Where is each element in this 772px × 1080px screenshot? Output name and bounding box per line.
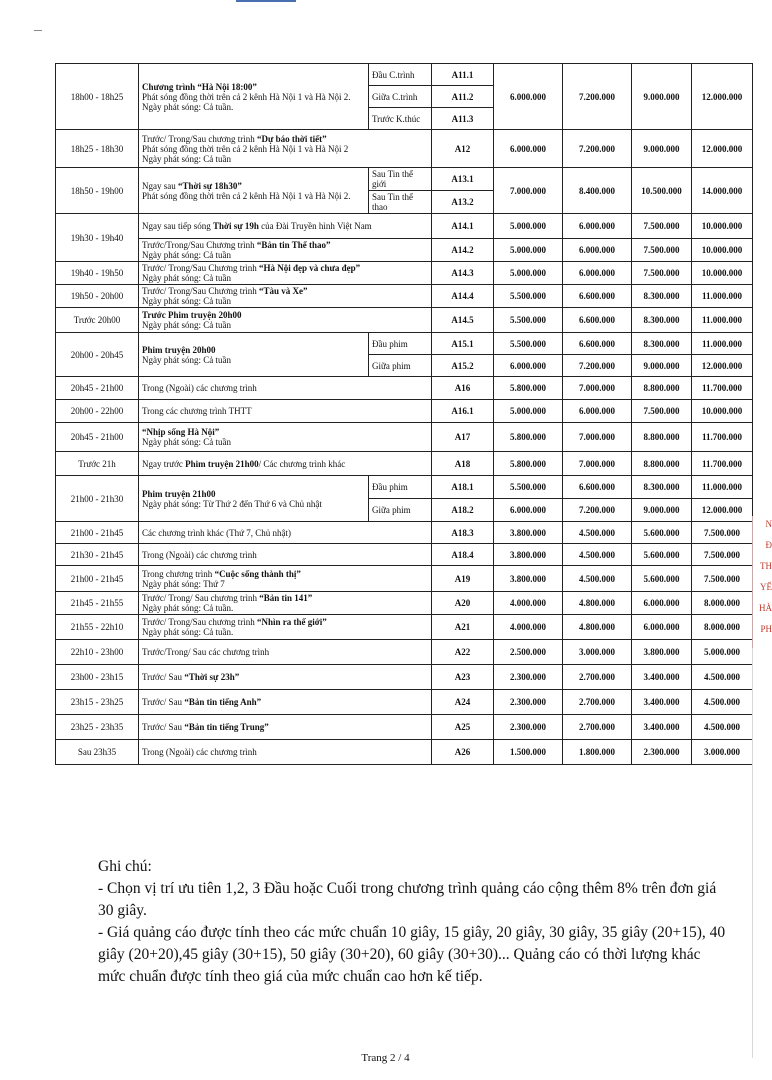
table-row bbox=[56, 476, 753, 499]
price-cell: 4.500.000 bbox=[692, 715, 753, 740]
table-row bbox=[56, 452, 753, 476]
price-cell: 11.000.000 bbox=[692, 476, 753, 499]
price-cell: 5.800.000 bbox=[494, 452, 563, 476]
program-name: Thời sự 19h bbox=[213, 221, 259, 231]
note-line-2: - Giá quảng cáo được tính theo các mức chuẩn 10 giây, 15 giây, 20 giây, 30 giây, 35 giây (20+15), 40 giây (20+20),45 giây (30+15), 50 giây (30+20), 60 giây (30+30)... Quảng cáo có thời lượng khác mức chuẩn được tính theo giá của mức chuẩn cao hơn kế tiếp. bbox=[98, 924, 726, 985]
price-cell: 5.000.000 bbox=[494, 400, 563, 423]
price-cell: 7.000.000 bbox=[494, 168, 563, 214]
program-cell bbox=[139, 566, 432, 592]
price-cell: 7.200.000 bbox=[563, 130, 632, 168]
program-cell bbox=[139, 239, 432, 262]
price-cell: 7.500.000 bbox=[632, 214, 692, 239]
ad-code: A11.2 bbox=[432, 86, 494, 108]
price-cell: 2.300.000 bbox=[494, 665, 563, 690]
price-cell: 2.500.000 bbox=[494, 640, 563, 665]
price-cell: 10.500.000 bbox=[632, 168, 692, 214]
price-cell: 7.200.000 bbox=[563, 499, 632, 522]
stamp-letter: N bbox=[765, 519, 772, 529]
program-line: Phát sóng đồng thời trên cả 2 kênh Hà Nội 1 và Hà Nội 2. bbox=[142, 190, 351, 201]
price-cell: 3.400.000 bbox=[632, 690, 692, 715]
position-cell: Giữa phim bbox=[369, 499, 432, 522]
price-cell: 3.800.000 bbox=[494, 522, 563, 544]
ad-code: A14.4 bbox=[432, 285, 494, 308]
table-row bbox=[56, 400, 753, 423]
price-cell: 12.000.000 bbox=[692, 355, 753, 377]
time-slot: 18h25 - 18h30 bbox=[56, 130, 139, 168]
program-line: Ngày phát sóng: Cả tuần bbox=[142, 153, 231, 164]
time-slot: 21h00 - 21h45 bbox=[56, 566, 139, 592]
program-cell bbox=[139, 715, 432, 740]
price-cell: 5.000.000 bbox=[494, 239, 563, 262]
table-row bbox=[56, 423, 753, 452]
program-line: Trước/ Trong/Sau chương trình “Dự báo thời tiết” bbox=[142, 133, 327, 144]
program-cell bbox=[139, 64, 369, 130]
price-cell: 4.500.000 bbox=[563, 566, 632, 592]
table-row bbox=[56, 640, 753, 665]
price-cell: 4.800.000 bbox=[563, 615, 632, 640]
program-name: “Hà Nội đẹp và chưa đẹp” bbox=[258, 263, 361, 273]
program-cell bbox=[139, 377, 432, 400]
time-slot: 18h50 - 19h00 bbox=[56, 168, 139, 214]
rate-table bbox=[55, 63, 753, 765]
program-name: “Nhìn ra thế giới” bbox=[256, 617, 327, 627]
price-cell: 8.800.000 bbox=[632, 377, 692, 400]
program-line: Phim truyện 20h00 bbox=[142, 344, 216, 355]
time-slot: 21h00 - 21h30 bbox=[56, 476, 139, 522]
program-line: Trước/ Sau “Bản tin tiếng Anh” bbox=[142, 697, 262, 707]
price-cell: 7.500.000 bbox=[692, 566, 753, 592]
price-cell: 11.000.000 bbox=[692, 333, 753, 355]
price-cell: 7.500.000 bbox=[692, 522, 753, 544]
price-cell: 4.500.000 bbox=[692, 665, 753, 690]
program-name: Phim truyện 21h00 bbox=[185, 458, 259, 469]
time-slot: 21h45 - 21h55 bbox=[56, 592, 139, 615]
program-line: Ngày phát sóng: Thứ 7 bbox=[142, 578, 225, 589]
program-line: Phát sóng đồng thời trên cả 2 kênh Hà Nội 1 và Hà Nội 2 bbox=[142, 143, 349, 154]
price-cell: 5.500.000 bbox=[494, 476, 563, 499]
program-cell bbox=[139, 262, 432, 285]
price-cell: 7.000.000 bbox=[563, 377, 632, 400]
table-row bbox=[56, 522, 753, 544]
time-slot: 23h25 - 23h35 bbox=[56, 715, 139, 740]
stamp-letter: Đ bbox=[765, 540, 772, 550]
price-cell: 8.300.000 bbox=[632, 476, 692, 499]
price-cell: 5.000.000 bbox=[494, 214, 563, 239]
ad-code: A26 bbox=[432, 740, 494, 765]
price-cell: 7.500.000 bbox=[692, 544, 753, 566]
price-cell: 7.200.000 bbox=[563, 355, 632, 377]
price-cell: 9.000.000 bbox=[632, 64, 692, 130]
ad-code: A18.3 bbox=[432, 522, 494, 544]
table-row bbox=[56, 64, 753, 86]
program-name: “Cuộc sống thành thị” bbox=[214, 568, 301, 579]
program-line: Ngay sau “Thời sự 18h30” bbox=[142, 180, 242, 191]
price-cell: 5.800.000 bbox=[494, 377, 563, 400]
program-cell bbox=[139, 423, 432, 452]
program-cell bbox=[139, 592, 432, 615]
price-cell: 14.000.000 bbox=[692, 168, 753, 214]
program-line: Trong chương trình “Cuộc sống thành thị” bbox=[142, 568, 301, 579]
program-name: “Bản tin Thể thao” bbox=[256, 240, 331, 250]
program-line: “Nhịp sống Hà Nội” bbox=[142, 427, 220, 437]
table-row bbox=[56, 377, 753, 400]
ad-code: A24 bbox=[432, 690, 494, 715]
program-line: Ngày phát sóng: Cả tuần bbox=[142, 296, 231, 306]
price-cell: 10.000.000 bbox=[692, 239, 753, 262]
price-cell: 8.300.000 bbox=[632, 285, 692, 308]
program-line: Ngày phát sóng: Từ Thứ 2 đến Thứ 6 và Chủ nhật bbox=[142, 498, 322, 509]
position-cell: Giữa phim bbox=[369, 355, 432, 377]
price-cell: 5.600.000 bbox=[632, 522, 692, 544]
stamp-letter: YẾ bbox=[760, 582, 772, 592]
price-cell: 4.500.000 bbox=[692, 690, 753, 715]
ad-code: A25 bbox=[432, 715, 494, 740]
ad-code: A15.1 bbox=[432, 333, 494, 355]
program-line: Chương trình “Hà Nội 18:00” bbox=[142, 81, 257, 92]
time-slot: 20h45 - 21h00 bbox=[56, 423, 139, 452]
top-edge-mark bbox=[236, 0, 296, 2]
position-cell: Giữa C.trình bbox=[369, 86, 432, 108]
program-cell bbox=[139, 285, 432, 308]
price-cell: 2.300.000 bbox=[494, 690, 563, 715]
page-number: Trang 2 / 4 bbox=[361, 1052, 410, 1064]
program-name: “Tàu và Xe” bbox=[258, 286, 308, 296]
time-slot: 20h00 - 20h45 bbox=[56, 333, 139, 377]
price-cell: 6.000.000 bbox=[563, 262, 632, 285]
program-cell bbox=[139, 400, 432, 423]
price-cell: 10.000.000 bbox=[692, 214, 753, 239]
price-cell: 4.500.000 bbox=[563, 544, 632, 566]
ad-code: A13.2 bbox=[432, 191, 494, 214]
price-cell: 11.700.000 bbox=[692, 377, 753, 400]
program-line: Ngày phát sóng: Cả tuần bbox=[142, 354, 231, 365]
program-line: Ngay trước Phim truyện 21h00/ Các chương trình khác bbox=[142, 458, 346, 469]
price-cell: 2.700.000 bbox=[563, 715, 632, 740]
price-cell: 6.000.000 bbox=[494, 499, 563, 522]
stamp-edge bbox=[752, 516, 772, 648]
program-line: Phim truyện 21h00 bbox=[142, 488, 216, 499]
price-cell: 3.800.000 bbox=[632, 640, 692, 665]
program-cell bbox=[139, 640, 432, 665]
price-cell: 11.700.000 bbox=[692, 423, 753, 452]
price-cell: 11.000.000 bbox=[692, 308, 753, 333]
time-slot: 22h10 - 23h00 bbox=[56, 640, 139, 665]
price-cell: 12.000.000 bbox=[692, 64, 753, 130]
price-cell: 5.000.000 bbox=[692, 640, 753, 665]
price-cell: 2.700.000 bbox=[563, 665, 632, 690]
table-row bbox=[56, 285, 753, 308]
program-line: Ngày phát sóng: Cả tuần bbox=[142, 250, 231, 260]
program-name: “Bản tin tiếng Anh” bbox=[184, 697, 262, 707]
table-row bbox=[56, 262, 753, 285]
price-cell: 4.500.000 bbox=[563, 522, 632, 544]
price-cell: 6.600.000 bbox=[563, 308, 632, 333]
price-cell: 10.000.000 bbox=[692, 400, 753, 423]
price-cell: 1.500.000 bbox=[494, 740, 563, 765]
price-cell: 12.000.000 bbox=[692, 499, 753, 522]
table-row bbox=[56, 130, 753, 168]
program-line: Trước/ Trong/Sau Chương trình “Hà Nội đẹp và chưa đẹp” bbox=[142, 263, 361, 273]
position-cell: Đầu phim bbox=[369, 476, 432, 499]
ad-code: A18 bbox=[432, 452, 494, 476]
program-name: “Bản tin 141” bbox=[259, 593, 313, 603]
corner-mark bbox=[34, 30, 42, 31]
price-cell: 9.000.000 bbox=[632, 130, 692, 168]
time-slot: 20h00 - 22h00 bbox=[56, 400, 139, 423]
price-cell: 8.000.000 bbox=[692, 615, 753, 640]
ad-code: A19 bbox=[432, 566, 494, 592]
program-line: Trước/ Sau “Bản tin tiếng Trung” bbox=[142, 722, 269, 732]
price-cell: 5.500.000 bbox=[494, 285, 563, 308]
program-cell bbox=[139, 690, 432, 715]
ad-code: A15.2 bbox=[432, 355, 494, 377]
time-slot: 21h55 - 22h10 bbox=[56, 615, 139, 640]
table-row bbox=[56, 592, 753, 615]
price-cell: 6.600.000 bbox=[563, 476, 632, 499]
ad-code: A18.2 bbox=[432, 499, 494, 522]
edge-line bbox=[752, 648, 753, 1058]
time-slot: Trước 21h bbox=[56, 452, 139, 476]
time-slot: 19h50 - 20h00 bbox=[56, 285, 139, 308]
ad-code: A11.3 bbox=[432, 108, 494, 130]
price-cell: 6.000.000 bbox=[563, 214, 632, 239]
program-line: Trước/ Sau “Thời sự 23h” bbox=[142, 672, 240, 682]
program-line: Phát sóng đồng thời trên cả 2 kênh Hà Nội 1 và Hà Nội 2. bbox=[142, 91, 351, 102]
program-cell bbox=[139, 740, 432, 765]
price-cell: 1.800.000 bbox=[563, 740, 632, 765]
table-row bbox=[56, 168, 753, 191]
program-line: Ngày phát sóng: Cả tuần. bbox=[142, 627, 234, 637]
program-name: “Bản tin tiếng Trung” bbox=[184, 722, 269, 732]
position-cell: Sau Tin thể giới bbox=[369, 168, 432, 191]
price-cell: 8.300.000 bbox=[632, 333, 692, 355]
table-row bbox=[56, 665, 753, 690]
price-cell: 5.800.000 bbox=[494, 423, 563, 452]
price-cell: 8.000.000 bbox=[692, 592, 753, 615]
time-slot: Trước 20h00 bbox=[56, 308, 139, 333]
ad-code: A18.1 bbox=[432, 476, 494, 499]
time-slot: 19h40 - 19h50 bbox=[56, 262, 139, 285]
program-cell bbox=[139, 665, 432, 690]
program-line: Các chương trình khác (Thứ 7, Chủ nhật) bbox=[142, 527, 291, 538]
notes-section bbox=[98, 856, 728, 988]
program-cell bbox=[139, 333, 369, 377]
price-cell: 4.800.000 bbox=[563, 592, 632, 615]
table-row bbox=[56, 566, 753, 592]
program-cell bbox=[139, 308, 432, 333]
price-cell: 2.300.000 bbox=[494, 715, 563, 740]
price-cell: 8.300.000 bbox=[632, 308, 692, 333]
table-row bbox=[56, 239, 753, 262]
price-cell: 7.200.000 bbox=[563, 64, 632, 130]
ad-code: A14.2 bbox=[432, 239, 494, 262]
price-cell: 6.000.000 bbox=[563, 239, 632, 262]
position-cell: Sau Tin thể thao bbox=[369, 191, 432, 214]
program-cell bbox=[139, 168, 369, 214]
program-cell bbox=[139, 130, 432, 168]
program-line: Ngay sau tiếp sóng Thời sự 19h của Đài Truyền hình Việt Nam bbox=[142, 221, 372, 231]
program-cell bbox=[139, 522, 432, 544]
price-cell: 8.800.000 bbox=[632, 452, 692, 476]
program-line: Ngày phát sóng: Cả tuần bbox=[142, 437, 231, 447]
program-line: Trong (Ngoài) các chương trình bbox=[142, 747, 257, 757]
price-cell: 4.000.000 bbox=[494, 615, 563, 640]
ad-code: A22 bbox=[432, 640, 494, 665]
time-slot: Sau 23h35 bbox=[56, 740, 139, 765]
table-row bbox=[56, 690, 753, 715]
price-cell: 9.000.000 bbox=[632, 355, 692, 377]
program-line: Trong (Ngoài) các chương trình bbox=[142, 383, 257, 393]
price-cell: 6.000.000 bbox=[494, 130, 563, 168]
program-line: Trước/ Trong/ Sau chương trình “Bản tin 141” bbox=[142, 593, 313, 603]
price-cell: 5.500.000 bbox=[494, 333, 563, 355]
time-slot: 23h00 - 23h15 bbox=[56, 665, 139, 690]
ad-code: A11.1 bbox=[432, 64, 494, 86]
price-cell: 8.400.000 bbox=[563, 168, 632, 214]
price-cell: 5.600.000 bbox=[632, 544, 692, 566]
table-row bbox=[56, 615, 753, 640]
stamp-letter: HÀ bbox=[759, 603, 772, 613]
program-cell bbox=[139, 476, 369, 522]
program-line: Ngày phát sóng: Cả tuần. bbox=[142, 101, 234, 112]
price-cell: 10.000.000 bbox=[692, 262, 753, 285]
time-slot: 23h15 - 23h25 bbox=[56, 690, 139, 715]
program-line: Trước/Trong/Sau Chương trình “Bản tin Thể thao” bbox=[142, 240, 331, 250]
time-slot: 18h00 - 18h25 bbox=[56, 64, 139, 130]
ad-code: A16 bbox=[432, 377, 494, 400]
price-cell: 2.700.000 bbox=[563, 690, 632, 715]
program-name: “Dự báo thời tiết” bbox=[256, 133, 327, 144]
program-line: Trước/Trong/ Sau các chương trình bbox=[142, 647, 270, 657]
program-line: Trước/ Trong/Sau Chương trình “Tàu và Xe” bbox=[142, 286, 308, 296]
price-cell: 6.000.000 bbox=[494, 355, 563, 377]
price-cell: 3.800.000 bbox=[494, 566, 563, 592]
price-cell: 3.400.000 bbox=[632, 665, 692, 690]
position-cell: Đầu C.trình bbox=[369, 64, 432, 86]
program-cell bbox=[139, 544, 432, 566]
ad-code: A18.4 bbox=[432, 544, 494, 566]
ad-code: A12 bbox=[432, 130, 494, 168]
time-slot: 20h45 - 21h00 bbox=[56, 377, 139, 400]
price-cell: 2.300.000 bbox=[632, 740, 692, 765]
price-cell: 12.000.000 bbox=[692, 130, 753, 168]
price-cell: 11.000.000 bbox=[692, 285, 753, 308]
time-slot: 19h30 - 19h40 bbox=[56, 214, 139, 262]
price-cell: 6.600.000 bbox=[563, 333, 632, 355]
note-line-1: - Chọn vị trí ưu tiên 1,2, 3 Đầu hoặc Cuối trong chương trình quảng cáo cộng thêm 8% trên đơn giá 30 giây. bbox=[98, 880, 717, 919]
program-line: Trước/ Trong/Sau chương trình “Nhìn ra thế giới” bbox=[142, 617, 327, 627]
price-cell: 7.000.000 bbox=[563, 423, 632, 452]
price-cell: 8.800.000 bbox=[632, 423, 692, 452]
table-row bbox=[56, 214, 753, 239]
ad-code: A20 bbox=[432, 592, 494, 615]
table-row bbox=[56, 308, 753, 333]
price-cell: 6.000.000 bbox=[563, 400, 632, 423]
price-cell: 6.000.000 bbox=[632, 592, 692, 615]
table-row bbox=[56, 333, 753, 355]
ad-code: A13.1 bbox=[432, 168, 494, 191]
ad-code: A14.3 bbox=[432, 262, 494, 285]
price-cell: 3.000.000 bbox=[563, 640, 632, 665]
program-cell bbox=[139, 214, 432, 239]
program-line: Ngày phát sóng: Cả tuần bbox=[142, 320, 231, 330]
ad-code: A14.1 bbox=[432, 214, 494, 239]
time-slot: 21h00 - 21h45 bbox=[56, 522, 139, 544]
ad-code: A23 bbox=[432, 665, 494, 690]
table-row bbox=[56, 715, 753, 740]
price-cell: 7.500.000 bbox=[632, 400, 692, 423]
ad-code: A17 bbox=[432, 423, 494, 452]
price-cell: 9.000.000 bbox=[632, 499, 692, 522]
program-line: Trong (Ngoài) các chương trình bbox=[142, 549, 257, 560]
ad-code: A14.5 bbox=[432, 308, 494, 333]
program-name: “Thời sự 18h30” bbox=[178, 180, 242, 191]
notes-title: Ghi chú: bbox=[98, 858, 152, 875]
price-cell: 5.500.000 bbox=[494, 308, 563, 333]
program-cell bbox=[139, 452, 432, 476]
time-slot: 21h30 - 21h45 bbox=[56, 544, 139, 566]
table-row bbox=[56, 740, 753, 765]
stamp-letter: TH bbox=[760, 561, 772, 571]
price-cell: 11.700.000 bbox=[692, 452, 753, 476]
price-cell: 7.500.000 bbox=[632, 239, 692, 262]
program-line: Trước Phim truyện 20h00 bbox=[142, 310, 242, 320]
stamp-letter: PH bbox=[760, 624, 772, 634]
price-cell: 3.000.000 bbox=[692, 740, 753, 765]
price-cell: 3.800.000 bbox=[494, 544, 563, 566]
price-cell: 6.600.000 bbox=[563, 285, 632, 308]
program-line: Ngày phát sóng: Cả tuần bbox=[142, 273, 231, 283]
price-cell: 7.500.000 bbox=[632, 262, 692, 285]
price-cell: 4.000.000 bbox=[494, 592, 563, 615]
position-cell: Trước K.thúc bbox=[369, 108, 432, 130]
position-cell: Đầu phim bbox=[369, 333, 432, 355]
program-line: Ngày phát sóng: Cả tuần. bbox=[142, 603, 234, 613]
price-cell: 6.000.000 bbox=[632, 615, 692, 640]
price-cell: 6.000.000 bbox=[494, 64, 563, 130]
program-cell bbox=[139, 615, 432, 640]
program-name: “Thời sự 23h” bbox=[184, 672, 240, 682]
program-line: Trong các chương trình THTT bbox=[142, 406, 252, 416]
price-cell: 5.600.000 bbox=[632, 566, 692, 592]
ad-code: A16.1 bbox=[432, 400, 494, 423]
price-cell: 7.000.000 bbox=[563, 452, 632, 476]
price-cell: 5.000.000 bbox=[494, 262, 563, 285]
price-cell: 3.400.000 bbox=[632, 715, 692, 740]
ad-code: A21 bbox=[432, 615, 494, 640]
table-row bbox=[56, 544, 753, 566]
